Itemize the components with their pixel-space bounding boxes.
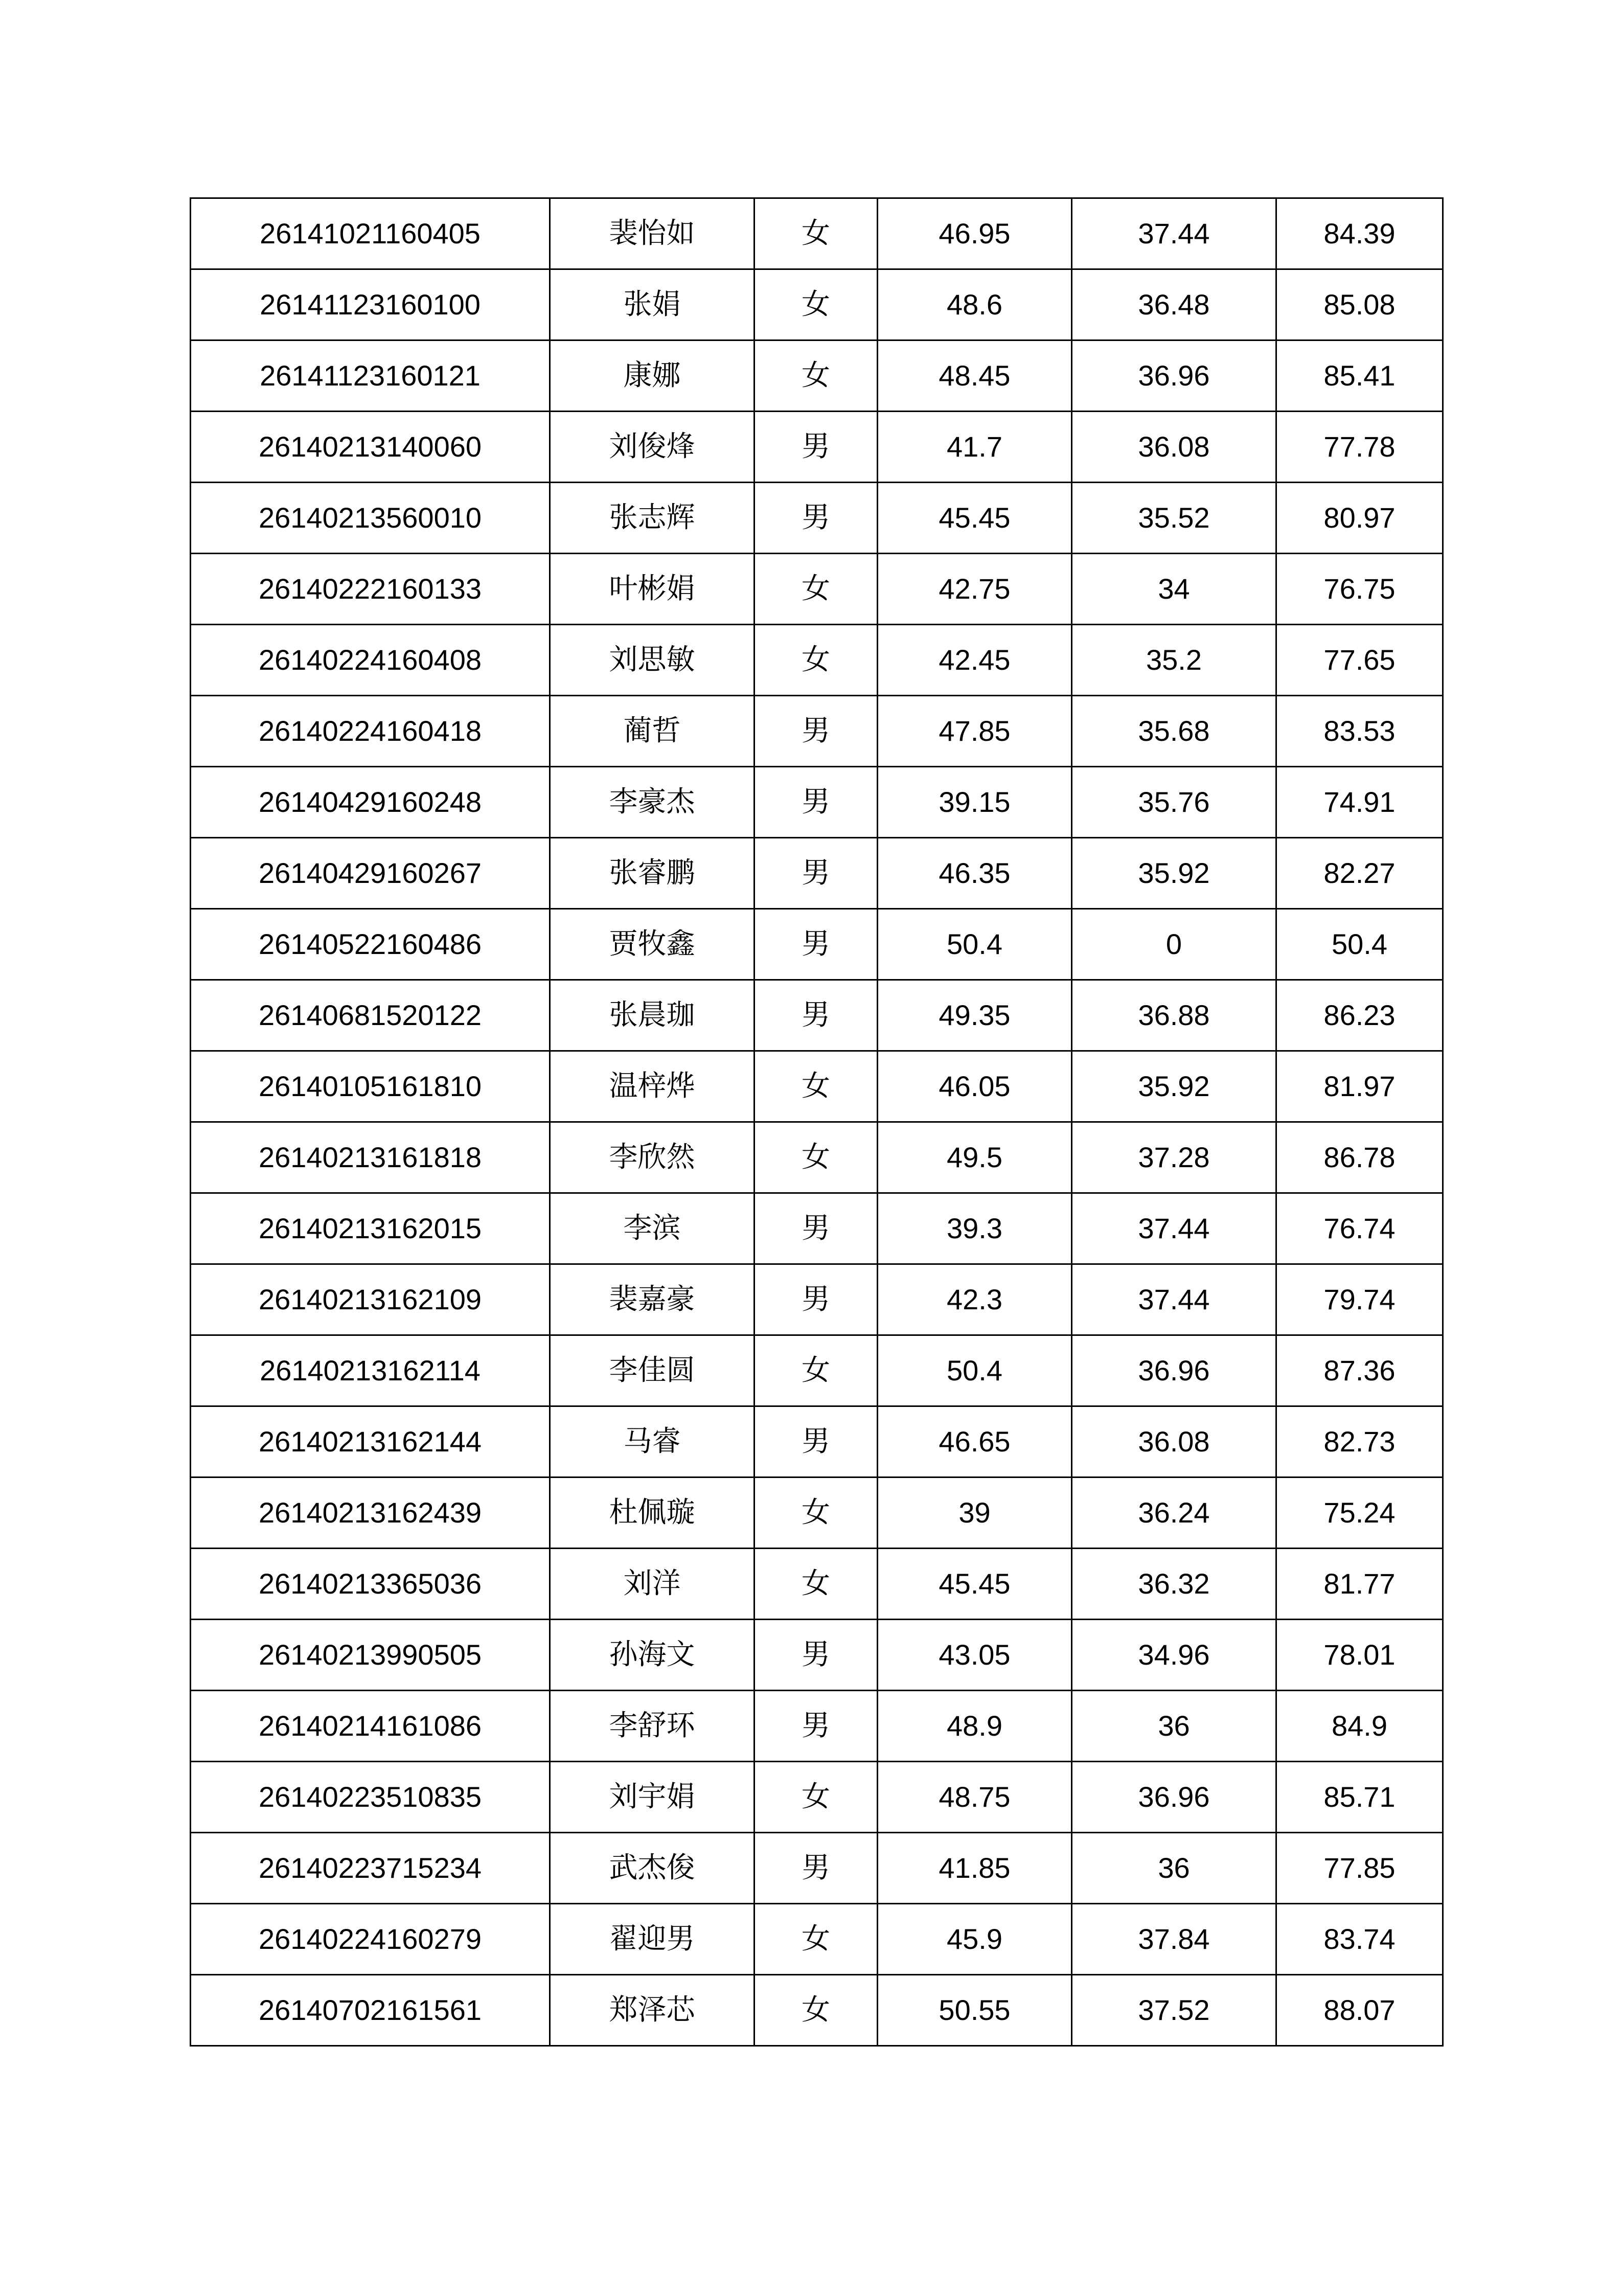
name-cell: 刘洋 [550, 1549, 755, 1620]
gender-cell: 女 [755, 554, 878, 625]
table-row [191, 1762, 1443, 1833]
score-1-cell: 41.85 [878, 1833, 1072, 1904]
name-cell: 刘俊烽 [550, 412, 755, 483]
total-score-cell: 84.9 [1276, 1691, 1443, 1762]
table-row [191, 696, 1443, 767]
name-cell: 蔺哲 [550, 696, 755, 767]
score-1-cell: 49.5 [878, 1122, 1072, 1193]
gender-cell: 女 [755, 1904, 878, 1975]
name-cell: 张志辉 [550, 483, 755, 554]
name-cell: 马睿 [550, 1406, 755, 1477]
score-2-cell: 37.28 [1072, 1122, 1276, 1193]
candidate-id-cell: 26140213162109 [191, 1264, 550, 1335]
table-row [191, 1335, 1443, 1406]
table-row [191, 909, 1443, 980]
total-score-cell: 76.75 [1276, 554, 1443, 625]
total-score-cell: 79.74 [1276, 1264, 1443, 1335]
gender-cell: 女 [755, 340, 878, 412]
gender-cell: 女 [755, 1762, 878, 1833]
name-cell: 翟迎男 [550, 1904, 755, 1975]
candidate-id-cell: 26140214161086 [191, 1691, 550, 1762]
total-score-cell: 83.53 [1276, 696, 1443, 767]
score-1-cell: 49.35 [878, 980, 1072, 1051]
score-1-cell: 50.4 [878, 1335, 1072, 1406]
candidate-id-cell: 26140222160133 [191, 554, 550, 625]
score-1-cell: 50.4 [878, 909, 1072, 980]
score-2-cell: 37.84 [1072, 1904, 1276, 1975]
score-1-cell: 46.65 [878, 1406, 1072, 1477]
name-cell: 张睿鹏 [550, 838, 755, 909]
score-1-cell: 39.15 [878, 767, 1072, 838]
table-row [191, 1122, 1443, 1193]
name-cell: 李舒环 [550, 1691, 755, 1762]
score-1-cell: 48.9 [878, 1691, 1072, 1762]
table-row [191, 1264, 1443, 1335]
score-2-cell: 36.96 [1072, 1762, 1276, 1833]
candidate-id-cell: 26141123160100 [191, 269, 550, 340]
gender-cell: 男 [755, 1193, 878, 1264]
score-2-cell: 36.32 [1072, 1549, 1276, 1620]
gender-cell: 男 [755, 1833, 878, 1904]
score-2-cell: 36.96 [1072, 340, 1276, 412]
gender-cell: 女 [755, 269, 878, 340]
name-cell: 裴嘉豪 [550, 1264, 755, 1335]
candidate-id-cell: 26140702161561 [191, 1975, 550, 2046]
name-cell: 叶彬娟 [550, 554, 755, 625]
gender-cell: 男 [755, 483, 878, 554]
score-2-cell: 37.44 [1072, 1264, 1276, 1335]
gender-cell: 女 [755, 1975, 878, 2046]
gender-cell: 女 [755, 1477, 878, 1549]
table-row [191, 198, 1443, 269]
score-1-cell: 45.45 [878, 1549, 1072, 1620]
score-2-cell: 34.96 [1072, 1620, 1276, 1691]
name-cell: 孙海文 [550, 1620, 755, 1691]
score-2-cell: 36.96 [1072, 1335, 1276, 1406]
total-score-cell: 86.78 [1276, 1122, 1443, 1193]
table-row [191, 1051, 1443, 1122]
name-cell: 裴怡如 [550, 198, 755, 269]
candidate-id-cell: 26140213161818 [191, 1122, 550, 1193]
score-1-cell: 43.05 [878, 1620, 1072, 1691]
total-score-cell: 82.73 [1276, 1406, 1443, 1477]
gender-cell: 女 [755, 1122, 878, 1193]
total-score-cell: 87.36 [1276, 1335, 1443, 1406]
table-row [191, 1691, 1443, 1762]
score-1-cell: 47.85 [878, 696, 1072, 767]
score-2-cell: 36.88 [1072, 980, 1276, 1051]
table-row [191, 1406, 1443, 1477]
table-row [191, 1833, 1443, 1904]
table-row [191, 838, 1443, 909]
score-2-cell: 0 [1072, 909, 1276, 980]
candidate-id-cell: 26140213990505 [191, 1620, 550, 1691]
name-cell: 李佳圆 [550, 1335, 755, 1406]
table-row [191, 269, 1443, 340]
gender-cell: 女 [755, 625, 878, 696]
total-score-cell: 85.71 [1276, 1762, 1443, 1833]
table-row [191, 767, 1443, 838]
score-1-cell: 48.6 [878, 269, 1072, 340]
total-score-cell: 78.01 [1276, 1620, 1443, 1691]
total-score-cell: 74.91 [1276, 767, 1443, 838]
name-cell: 贾牧鑫 [550, 909, 755, 980]
score-2-cell: 36 [1072, 1833, 1276, 1904]
score-2-cell: 37.44 [1072, 1193, 1276, 1264]
name-cell: 李豪杰 [550, 767, 755, 838]
name-cell: 李欣然 [550, 1122, 755, 1193]
score-1-cell: 46.05 [878, 1051, 1072, 1122]
total-score-cell: 86.23 [1276, 980, 1443, 1051]
total-score-cell: 50.4 [1276, 909, 1443, 980]
candidate-id-cell: 26140213365036 [191, 1549, 550, 1620]
score-1-cell: 42.75 [878, 554, 1072, 625]
name-cell: 张娟 [550, 269, 755, 340]
score-1-cell: 48.75 [878, 1762, 1072, 1833]
candidate-id-cell: 26140522160486 [191, 909, 550, 980]
name-cell: 康娜 [550, 340, 755, 412]
total-score-cell: 81.77 [1276, 1549, 1443, 1620]
name-cell: 温梓烨 [550, 1051, 755, 1122]
gender-cell: 女 [755, 198, 878, 269]
table-row [191, 483, 1443, 554]
gender-cell: 女 [755, 1335, 878, 1406]
total-score-cell: 77.85 [1276, 1833, 1443, 1904]
table-row [191, 1193, 1443, 1264]
score-2-cell: 36.48 [1072, 269, 1276, 340]
candidate-id-cell: 26140213162015 [191, 1193, 550, 1264]
gender-cell: 男 [755, 1406, 878, 1477]
name-cell: 张晨珈 [550, 980, 755, 1051]
score-1-cell: 48.45 [878, 340, 1072, 412]
candidate-id-cell: 26140681520122 [191, 980, 550, 1051]
gender-cell: 男 [755, 696, 878, 767]
table-row [191, 980, 1443, 1051]
gender-cell: 男 [755, 909, 878, 980]
name-cell: 郑泽芯 [550, 1975, 755, 2046]
score-1-cell: 41.7 [878, 412, 1072, 483]
candidate-id-cell: 26140224160279 [191, 1904, 550, 1975]
candidate-id-cell: 26140224160418 [191, 696, 550, 767]
gender-cell: 男 [755, 1620, 878, 1691]
gender-cell: 男 [755, 767, 878, 838]
candidate-id-cell: 26140213560010 [191, 483, 550, 554]
candidate-id-cell: 26140213162144 [191, 1406, 550, 1477]
candidate-id-cell: 26140213140060 [191, 412, 550, 483]
score-2-cell: 36.08 [1072, 412, 1276, 483]
candidate-id-cell: 26140224160408 [191, 625, 550, 696]
table-row [191, 554, 1443, 625]
score-table [190, 197, 1444, 2047]
candidate-id-cell: 26141123160121 [191, 340, 550, 412]
table-row [191, 340, 1443, 412]
score-2-cell: 35.52 [1072, 483, 1276, 554]
gender-cell: 女 [755, 1549, 878, 1620]
table-row [191, 1620, 1443, 1691]
candidate-id-cell: 26140223510835 [191, 1762, 550, 1833]
score-2-cell: 37.44 [1072, 198, 1276, 269]
total-score-cell: 81.97 [1276, 1051, 1443, 1122]
score-1-cell: 42.3 [878, 1264, 1072, 1335]
score-1-cell: 42.45 [878, 625, 1072, 696]
gender-cell: 男 [755, 1264, 878, 1335]
total-score-cell: 85.08 [1276, 269, 1443, 340]
gender-cell: 女 [755, 1051, 878, 1122]
score-2-cell: 35.76 [1072, 767, 1276, 838]
candidate-id-cell: 26141021160405 [191, 198, 550, 269]
score-2-cell: 36.24 [1072, 1477, 1276, 1549]
name-cell: 刘宇娟 [550, 1762, 755, 1833]
score-2-cell: 37.52 [1072, 1975, 1276, 2046]
total-score-cell: 77.78 [1276, 412, 1443, 483]
candidate-id-cell: 26140223715234 [191, 1833, 550, 1904]
score-1-cell: 39.3 [878, 1193, 1072, 1264]
score-1-cell: 46.35 [878, 838, 1072, 909]
score-1-cell: 50.55 [878, 1975, 1072, 2046]
candidate-id-cell: 26140105161810 [191, 1051, 550, 1122]
score-1-cell: 45.45 [878, 483, 1072, 554]
score-2-cell: 35.92 [1072, 1051, 1276, 1122]
score-2-cell: 35.2 [1072, 625, 1276, 696]
score-1-cell: 45.9 [878, 1904, 1072, 1975]
score-2-cell: 35.92 [1072, 838, 1276, 909]
total-score-cell: 88.07 [1276, 1975, 1443, 2046]
total-score-cell: 84.39 [1276, 198, 1443, 269]
total-score-cell: 83.74 [1276, 1904, 1443, 1975]
total-score-cell: 76.74 [1276, 1193, 1443, 1264]
table-row [191, 1477, 1443, 1549]
gender-cell: 男 [755, 980, 878, 1051]
name-cell: 杜佩璇 [550, 1477, 755, 1549]
total-score-cell: 77.65 [1276, 625, 1443, 696]
candidate-id-cell: 26140429160248 [191, 767, 550, 838]
candidate-id-cell: 26140429160267 [191, 838, 550, 909]
total-score-cell: 75.24 [1276, 1477, 1443, 1549]
gender-cell: 男 [755, 412, 878, 483]
table-row [191, 1975, 1443, 2046]
score-2-cell: 36 [1072, 1691, 1276, 1762]
score-1-cell: 39 [878, 1477, 1072, 1549]
total-score-cell: 82.27 [1276, 838, 1443, 909]
table-row [191, 1904, 1443, 1975]
total-score-cell: 85.41 [1276, 340, 1443, 412]
candidate-id-cell: 26140213162114 [191, 1335, 550, 1406]
name-cell: 刘思敏 [550, 625, 755, 696]
score-1-cell: 46.95 [878, 198, 1072, 269]
gender-cell: 男 [755, 838, 878, 909]
score-2-cell: 36.08 [1072, 1406, 1276, 1477]
table-row [191, 1549, 1443, 1620]
score-table-body [191, 198, 1443, 2046]
total-score-cell: 80.97 [1276, 483, 1443, 554]
name-cell: 武杰俊 [550, 1833, 755, 1904]
table-row [191, 412, 1443, 483]
gender-cell: 男 [755, 1691, 878, 1762]
score-2-cell: 34 [1072, 554, 1276, 625]
candidate-id-cell: 26140213162439 [191, 1477, 550, 1549]
score-2-cell: 35.68 [1072, 696, 1276, 767]
table-row [191, 625, 1443, 696]
name-cell: 李滨 [550, 1193, 755, 1264]
